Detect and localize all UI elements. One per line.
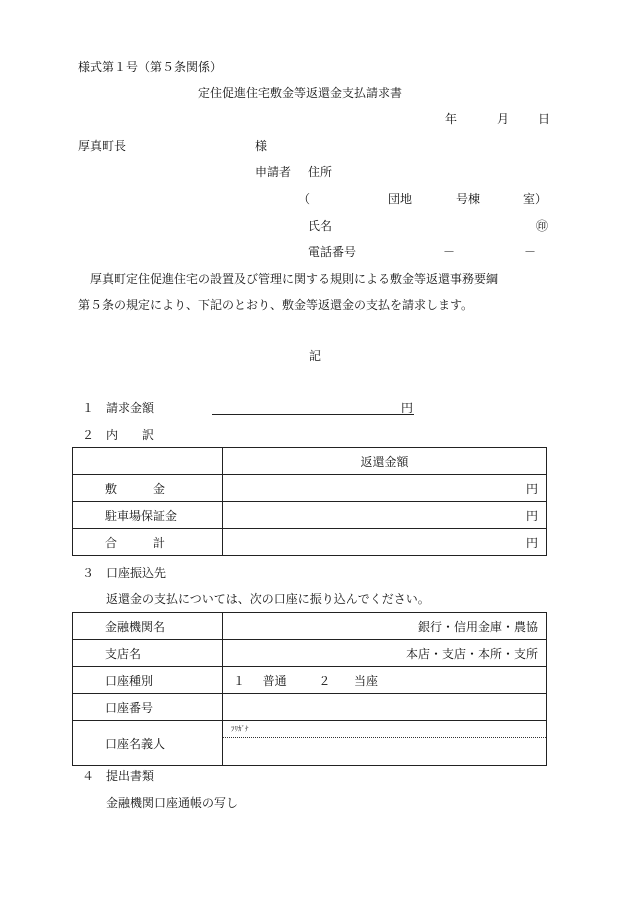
name-label: 氏名 — [308, 219, 333, 233]
section3-number: ３ — [82, 566, 95, 580]
section1-unit: 円 — [401, 401, 414, 415]
seal-mark: ㊞ — [536, 219, 549, 233]
account-type-field[interactable] — [223, 667, 547, 694]
bank-account-table — [72, 612, 547, 766]
shitsu-label: 室） — [523, 192, 548, 206]
body-text-line-1: 厚真町定住促進住宅の設置及び管理に関する規則による敷金等返還事務要綱 — [90, 272, 499, 286]
date-year-label: 年 — [445, 112, 458, 126]
table-row — [73, 475, 547, 502]
table-row — [73, 694, 547, 721]
refund-amount-header: 返還金額 — [223, 448, 547, 475]
ki-heading: 記 — [309, 349, 322, 363]
total-label: 合 計 — [73, 529, 223, 556]
phone-dash-2: － — [524, 245, 537, 259]
table-row — [73, 502, 547, 529]
body-text-line-2: 第５条の規定により、下記のとおり、敷金等返還金の支払を請求します。 — [78, 298, 474, 312]
account-holder-wrapper — [223, 721, 546, 765]
table-row — [73, 721, 547, 766]
account-type-option-touza[interactable]: 当座 — [354, 673, 379, 688]
account-type-option-2-number: ２ — [318, 673, 331, 688]
document-title: 定住促進住宅敷金等返還金支払請求書 — [198, 86, 403, 100]
section4-label: 提出書類 — [106, 769, 155, 783]
table-row — [73, 667, 547, 694]
table-row — [73, 529, 547, 556]
total-amount-field[interactable]: 円 — [223, 529, 547, 556]
table-row — [73, 613, 547, 640]
account-number-label: 口座番号 — [73, 694, 223, 721]
gotou-label: 号棟 — [456, 192, 481, 206]
transfer-note: 返還金の支払については、次の口座に振り込んでください。 — [106, 592, 430, 606]
table-row — [73, 448, 547, 475]
address-label: 住所 — [308, 165, 333, 179]
section2-number: ２ — [82, 428, 95, 442]
section2-label: 内 訳 — [106, 428, 155, 442]
date-month-label: 月 — [497, 112, 510, 126]
breakdown-table — [72, 447, 547, 556]
section1-label: 請求金額 — [106, 401, 155, 415]
branch-name-label: 支店名 — [73, 640, 223, 667]
bank-name-field[interactable]: 銀行・信用金庫・農協 — [223, 613, 547, 640]
account-type-label: 口座種別 — [73, 667, 223, 694]
account-number-field[interactable] — [223, 694, 547, 721]
danchi-label: 団地 — [388, 192, 413, 206]
account-holder-field[interactable] — [223, 721, 547, 766]
applicant-label: 申請者 — [255, 165, 292, 179]
deposit-amount-field[interactable]: 円 — [223, 475, 547, 502]
deposit-label: 敷 金 — [73, 475, 223, 502]
parking-deposit-amount-field[interactable]: 円 — [223, 502, 547, 529]
furigana-divider — [223, 737, 546, 738]
furigana-label: ﾌﾘｶﾞﾅ — [231, 725, 249, 733]
branch-name-field[interactable]: 本店・支店・本所・支所 — [223, 640, 547, 667]
section4-number: ４ — [82, 769, 95, 783]
bank-name-label: 金融機関名 — [73, 613, 223, 640]
required-document-item: 金融機関口座通帳の写し — [106, 796, 239, 810]
address-open-paren: （ — [298, 192, 311, 206]
account-type-option-1-number: １ — [233, 673, 246, 688]
section1-number: １ — [82, 401, 95, 415]
table-row — [73, 640, 547, 667]
phone-dash-1: － — [443, 245, 456, 259]
addressee: 厚真町長 — [78, 139, 127, 153]
account-holder-label: 口座名義人 — [73, 721, 223, 766]
table-cell — [73, 448, 223, 475]
date-day-label: 日 — [538, 112, 551, 126]
honorific: 様 — [255, 139, 268, 153]
form-number: 様式第１号（第５条関係） — [78, 60, 223, 74]
section3-label: 口座振込先 — [106, 566, 167, 580]
amount-underline — [212, 414, 414, 415]
account-type-option-futsu[interactable]: 普通 — [262, 673, 287, 688]
parking-deposit-label: 駐車場保証金 — [73, 502, 223, 529]
phone-label: 電話番号 — [308, 245, 357, 259]
